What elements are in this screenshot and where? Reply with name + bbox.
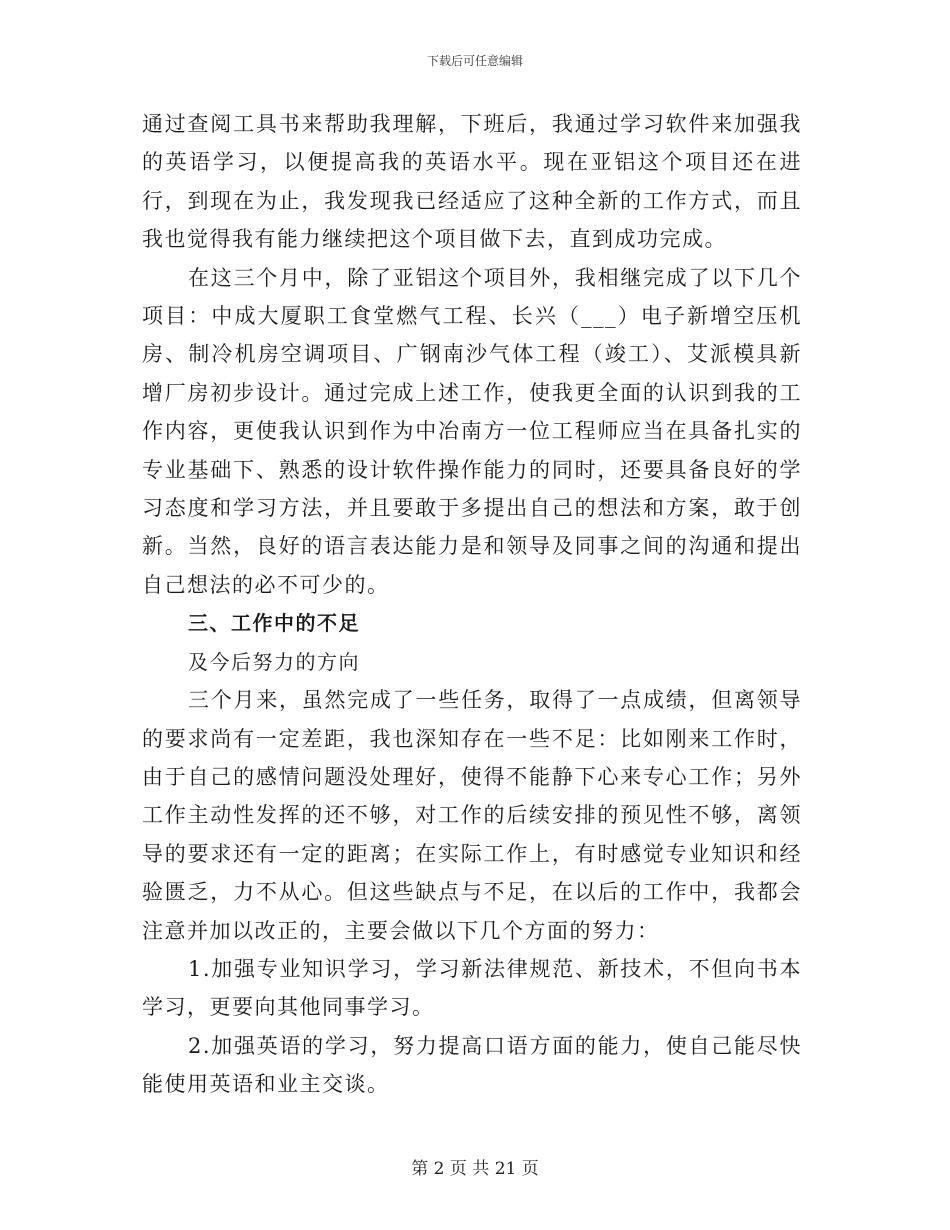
paragraph-shortcomings: 三个月来，虽然完成了一些任务，取得了一点成绩，但离领导的要求尚有一定差距，我也深知存在一些不足：比如刚来工作时，由于自己的感情问题没处理好，使得不能静下心来专心工作；另外工作主动性发挥的还不够，对工作的后续安排的预见性不够，离领导的要求还有一定的距离；在实际工作上，有时感觉专业知识和经验匮乏，力不从心。但这些缺点与不足，在以后的工作中，我都会注意并加以改正的，主要会做以下几个方面的努力： xyxy=(142,688,802,943)
list-item-2: 2.加强英语的学习，努力提高口语方面的能力，使自己能尽快能使用英语和业主交谈。 xyxy=(142,1033,802,1097)
section-subheading: 及今后努力的方向 xyxy=(188,649,360,674)
document-body xyxy=(142,105,802,1104)
paragraph-continuation: 通过查阅工具书来帮助我理解，下班后，我通过学习软件来加强我的英语学习，以便提高我的英语水平。现在亚铝这个项目还在进行，到现在为止，我发现我已经适应了这种全新的工作方式，而且我也觉得我有能力继续把这个项目做下去，直到成功完成。 xyxy=(142,112,802,252)
list-item-1: 1.加强专业知识学习，学习新法律规范、新技术，不但向书本学习，更要向其他同事学习。 xyxy=(142,956,802,1020)
paragraph-projects: 在这三个月中，除了亚铝这个项目外，我相继完成了以下几个项目：中成大厦职工食堂燃气工程、长兴（___）电子新增空压机房、制冷机房空调项目、广钢南沙气体工程（竣工）、艾派模具新增厂房初步设计。通过完成上述工作，使我更全面的认识到我的工作内容，更使我认识到作为中冶南方一位工程师应当在具备扎实的专业基础下、熟悉的设计软件操作能力的同时，还要具备良好的学习态度和学习方法，并且要敢于多提出自己的想法和方案，敢于创新。当然，良好的语言表达能力是和领导及同事之间的沟通和提出自己想法的必不可少的。 xyxy=(142,265,802,597)
page-number: 第 2 页 共 21 页 xyxy=(411,1159,539,1179)
page-header: 下载后可任意编辑 xyxy=(426,54,523,68)
section-heading: 三、工作中的不足 xyxy=(188,611,360,636)
